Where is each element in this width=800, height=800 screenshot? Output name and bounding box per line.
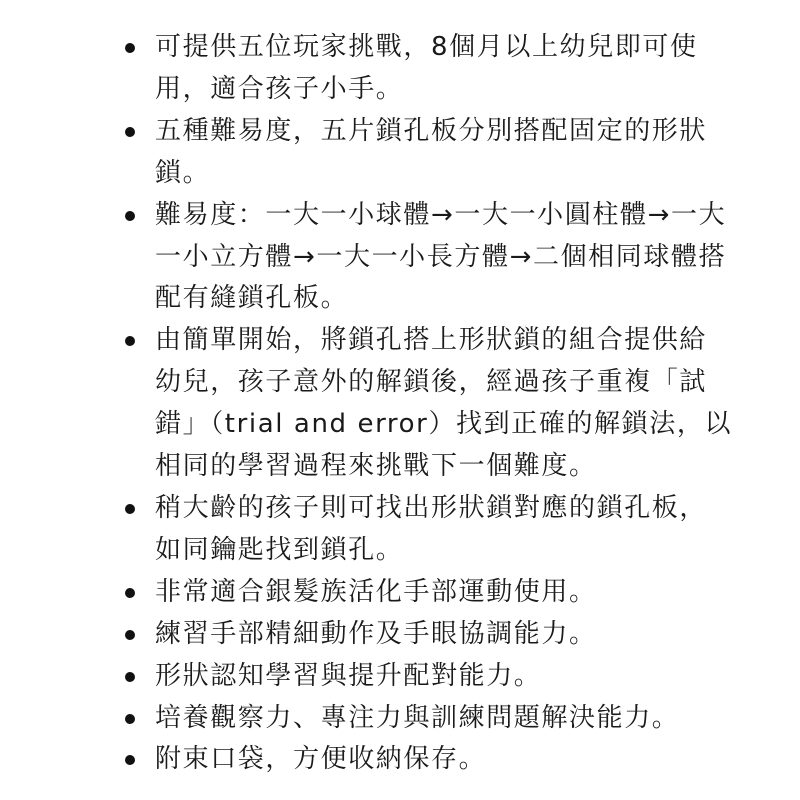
bullet-icon — [125, 755, 135, 765]
feature-text-line: 稍大齡的孩子則可找出形狀鎖對應的鎖孔板， — [155, 492, 708, 523]
feature-text-line: 難易度：一大一小球體→一大一小圓柱體→一大 — [155, 199, 727, 230]
feature-item-older-children — [0, 488, 715, 572]
feature-text-line: 非常適合銀髮族活化手部運動使用。 — [155, 576, 597, 607]
feature-text-line: 幼兒，孩子意外的解鎖後，經過孩子重複「試 — [155, 367, 708, 398]
feature-text-line: 培養觀察力、專注力與訓練問題解決能力。 — [155, 702, 680, 733]
bullet-icon — [125, 504, 135, 514]
bullet-icon — [125, 714, 135, 724]
feature-text-line: 鎖。 — [155, 157, 211, 188]
feature-item-difficulty-levels — [0, 111, 715, 195]
feature-item-trial-and-error — [0, 320, 733, 488]
feature-bullet-list — [0, 27, 800, 781]
feature-text-line: 一小立方體→一大一小長方體→二個相同球體搭 — [155, 241, 727, 272]
feature-text-line: 如同鑰匙找到鎖孔。 — [155, 534, 404, 565]
feature-item-shape-recognition — [0, 656, 715, 698]
bullet-icon — [125, 630, 135, 640]
bullet-icon — [125, 672, 135, 682]
feature-item-observation-focus — [0, 698, 715, 740]
feature-text-line: 可提供五位玩家挑戰，8個月以上幼兒即可使 — [155, 32, 698, 62]
bullet-icon — [125, 588, 135, 598]
feature-text-line: 相同的學習過程來挑戰下一個難度。 — [155, 451, 597, 482]
feature-text-line: 用，適合孩子小手。 — [155, 73, 404, 104]
feature-item-fine-motor — [0, 614, 715, 656]
feature-text-line: 附束口袋，方便收納保存。 — [155, 744, 487, 775]
bullet-icon — [125, 127, 135, 137]
feature-text-line: 配有縫鎖孔板。 — [155, 283, 349, 314]
feature-text-line: 由簡單開始，將鎖孔搭上形狀鎖的組合提供給 — [155, 325, 708, 356]
feature-text-line: 五種難易度，五片鎖孔板分別搭配固定的形狀 — [155, 115, 708, 146]
bullet-icon — [125, 211, 135, 221]
feature-text-line: 練習手部精細動作及手眼協調能力。 — [155, 618, 597, 649]
feature-text-line: 形狀認知學習與提升配對能力。 — [155, 660, 542, 691]
feature-item-storage-pouch — [0, 739, 715, 781]
bullet-icon — [125, 336, 135, 346]
bullet-icon — [125, 43, 135, 53]
feature-item-difficulty-sequence — [0, 195, 727, 321]
feature-item-seniors — [0, 572, 715, 614]
feature-text-line: 錯」（trial and error）找到正確的解鎖法，以 — [155, 409, 733, 440]
feature-item-players-age — [0, 27, 715, 111]
product-feature-document — [0, 27, 800, 781]
